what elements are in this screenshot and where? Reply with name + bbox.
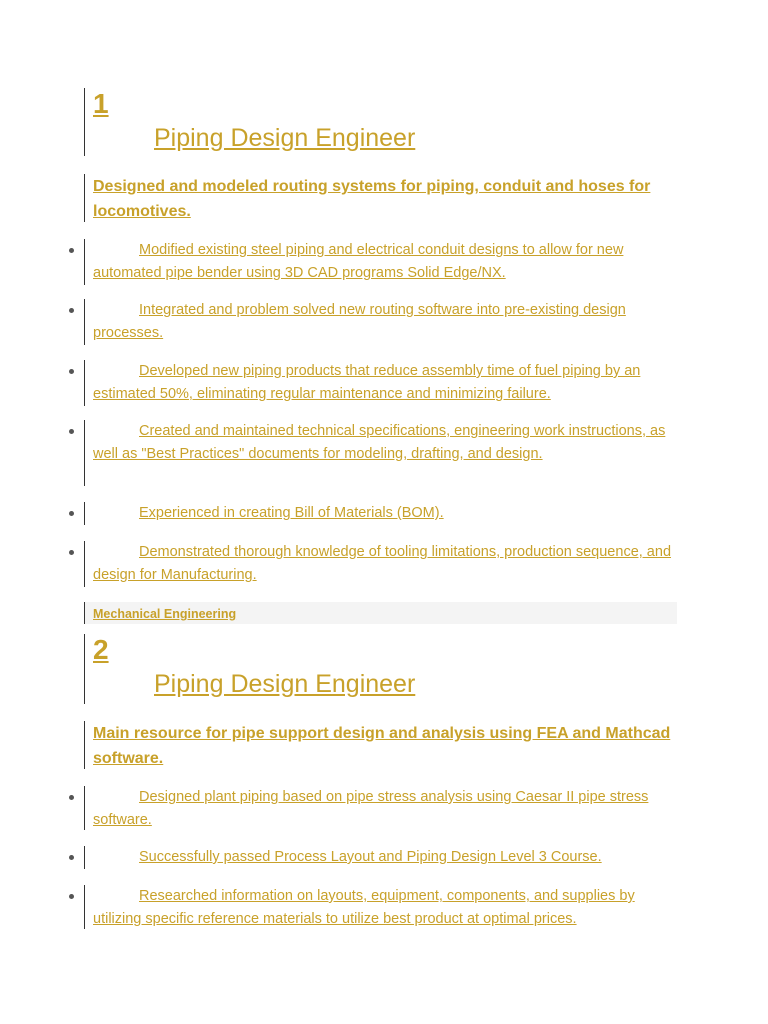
bullet-icon [69,550,74,555]
bullet-text[interactable]: Experienced in creating Bill of Materials (BOM). [139,505,444,521]
section-2-title[interactable]: Piping Design Engineer [154,670,416,698]
bullet-text[interactable]: Integrated and problem solved new routing software into pre-existing design processes. [93,302,626,341]
bullet-text[interactable]: Developed new piping products that reduce assembly time of fuel piping by an estimated 50%, eliminating regular maintenance and minimizing failure. [93,363,641,402]
bullet-icon [69,894,74,899]
section-1-summary-block [84,174,683,222]
list-item [84,299,683,345]
section-2-summary[interactable]: Main resource for pipe support design and analysis using FEA and Mathcad software. [93,725,671,767]
bullet-text[interactable]: Created and maintained technical specifications, engineering work instructions, as well as "Best Practices" documents for modeling, drafting, and design. [93,423,666,462]
section-2-header [84,634,415,704]
bullet-icon [69,308,74,313]
bullet-icon [69,369,74,374]
bullet-icon [69,248,74,253]
section-2-summary-block [84,721,683,769]
bullet-icon [69,795,74,800]
section-1-number[interactable]: 1 [93,88,109,119]
bullet-text[interactable]: Demonstrated thorough knowledge of tooling limitations, production sequence, and design for Manufacturing. [93,544,672,583]
list-item [84,846,683,869]
list-item [84,360,683,406]
bullet-text[interactable]: Modified existing steel piping and electrical conduit designs to allow for new automated pipe bender using 3D CAD programs Solid Edge/NX. [93,242,624,281]
bullet-icon [69,429,74,434]
category-bar [84,602,677,624]
bullet-text[interactable]: Successfully passed Process Layout and Piping Design Level 3 Course. [139,849,602,865]
category-link[interactable]: Mechanical Engineering [93,607,237,621]
section-1-summary[interactable]: Designed and modeled routing systems for piping, conduit and hoses for locomotives. [93,178,651,220]
list-item [84,420,683,486]
bullet-text[interactable]: Researched information on layouts, equipment, components, and supplies by utilizing specific reference materials to utilize best product at optimal prices. [93,888,635,927]
bullet-icon [69,855,74,860]
bullet-icon [69,511,74,516]
list-item [84,885,683,929]
section-1-header [84,88,415,156]
list-item [84,541,683,587]
list-item [84,786,683,830]
section-1-title[interactable]: Piping Design Engineer [154,124,416,152]
bullet-text[interactable]: Designed plant piping based on pipe stress analysis using Caesar II pipe stress software. [93,789,649,828]
section-2-number[interactable]: 2 [93,634,109,665]
list-item [84,239,683,285]
list-item [84,502,683,525]
